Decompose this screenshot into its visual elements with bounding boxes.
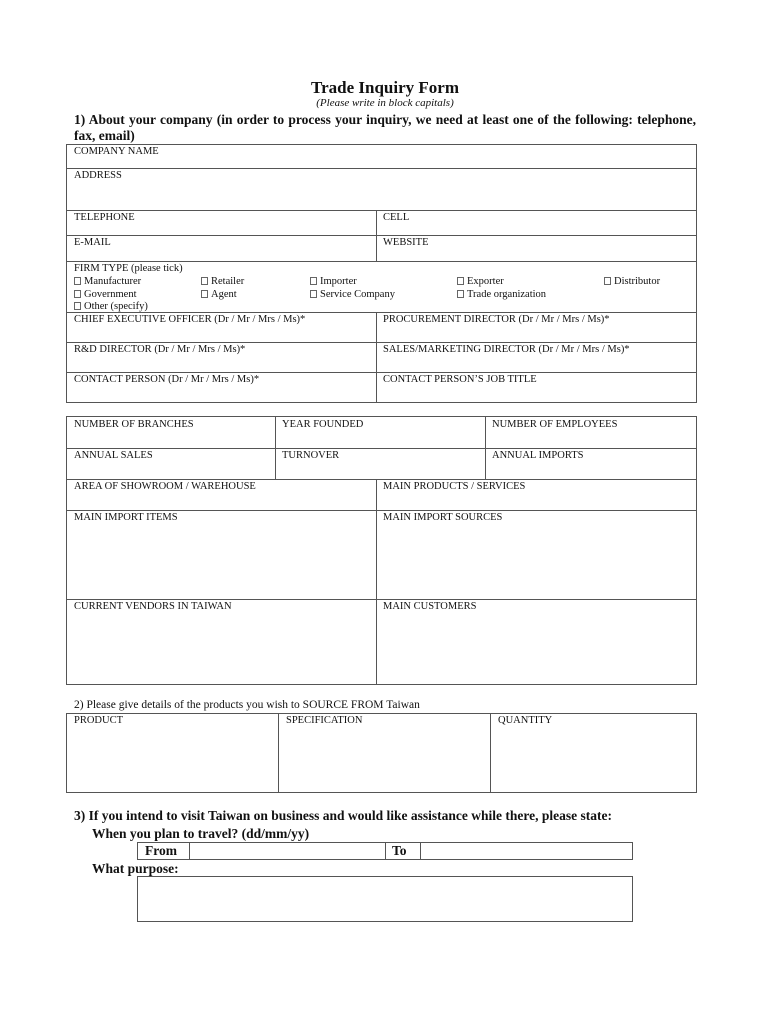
product-source-table xyxy=(66,713,697,793)
vendors-taiwan-field[interactable]: CURRENT VENDORS IN TAIWAN xyxy=(74,601,232,612)
firm-type-importer[interactable]: Importer xyxy=(310,276,357,288)
telephone-field[interactable]: TELEPHONE xyxy=(74,212,135,223)
ceo-field[interactable]: CHIEF EXECUTIVE OFFICER (Dr / Mr / Mrs / Ms)* xyxy=(74,314,306,325)
website-field[interactable]: WEBSITE xyxy=(383,237,429,248)
product-column-header[interactable]: PRODUCT xyxy=(74,715,124,726)
rnd-director-field[interactable]: R&D DIRECTOR (Dr / Mr / Mrs / Ms)* xyxy=(74,344,246,355)
from-label: From xyxy=(145,843,177,858)
branches-field[interactable]: NUMBER OF BRANCHES xyxy=(74,419,194,430)
main-products-field[interactable]: MAIN PRODUCTS / SERVICES xyxy=(383,481,526,492)
firm-type-exporter[interactable]: Exporter xyxy=(457,276,504,288)
annual-imports-field[interactable]: ANNUAL IMPORTS xyxy=(492,450,584,461)
form-title: Trade Inquiry Form xyxy=(311,78,459,97)
section3-heading: 3) If you intend to visit Taiwan on business and would like assistance while there, please state: xyxy=(74,808,612,823)
showroom-area-field[interactable]: AREA OF SHOWROOM / WAREHOUSE xyxy=(74,481,256,492)
procurement-director-field[interactable]: PROCUREMENT DIRECTOR (Dr / Mr / Mrs / Ms)* xyxy=(383,314,610,325)
checkbox-icon xyxy=(74,290,81,298)
annual-sales-field[interactable]: ANNUAL SALES xyxy=(74,450,153,461)
checkbox-icon xyxy=(201,290,208,298)
import-items-field[interactable]: MAIN IMPORT ITEMS xyxy=(74,512,178,523)
main-customers-field[interactable]: MAIN CUSTOMERS xyxy=(383,601,477,612)
sales-director-field[interactable]: SALES/MARKETING DIRECTOR (Dr / Mr / Mrs / Ms)* xyxy=(383,344,630,355)
checkbox-icon xyxy=(310,290,317,298)
checkbox-icon xyxy=(201,277,208,285)
turnover-field[interactable]: TURNOVER xyxy=(282,450,340,461)
firm-type-government[interactable]: Government xyxy=(74,289,137,301)
section2-heading: 2) Please give details of the products you wish to SOURCE FROM Taiwan xyxy=(74,699,420,711)
employees-field[interactable]: NUMBER OF EMPLOYEES xyxy=(492,419,618,430)
company-stats-table xyxy=(66,416,697,685)
to-label: To xyxy=(392,843,407,858)
form-subtitle: (Please write in block capitals) xyxy=(316,97,454,109)
firm-type-agent[interactable]: Agent xyxy=(201,289,237,301)
purpose-label: What purpose: xyxy=(92,861,179,876)
checkbox-icon xyxy=(74,302,81,310)
checkbox-icon xyxy=(310,277,317,285)
quantity-column-header[interactable]: QUANTITY xyxy=(498,715,553,726)
checkbox-icon xyxy=(457,290,464,298)
firm-type-service-company[interactable]: Service Company xyxy=(310,289,395,301)
year-founded-field[interactable]: YEAR FOUNDED xyxy=(282,419,364,430)
section1-heading: 1) About your company (in order to process your inquiry, we need at least one of the following: telephone, fax, email) xyxy=(74,112,696,143)
cell-field[interactable]: CELL xyxy=(383,212,410,223)
travel-date-question: When you plan to travel? (dd/mm/yy) xyxy=(92,826,310,841)
to-date-input[interactable] xyxy=(421,843,632,859)
firm-type-other[interactable]: Other (specify) xyxy=(74,301,148,313)
specification-column-header[interactable]: SPECIFICATION xyxy=(286,715,363,726)
address-field[interactable]: ADDRESS xyxy=(74,170,122,181)
contact-person-field[interactable]: CONTACT PERSON (Dr / Mr / Mrs / Ms)* xyxy=(74,374,260,385)
firm-type-manufacturer[interactable]: Manufacturer xyxy=(74,276,141,288)
firm-type-distributor[interactable]: Distributor xyxy=(604,276,660,288)
contact-job-title-field[interactable]: CONTACT PERSON’S JOB TITLE xyxy=(383,374,537,385)
company-name-field[interactable]: COMPANY NAME xyxy=(74,146,159,157)
checkbox-icon xyxy=(457,277,464,285)
checkbox-icon xyxy=(74,277,81,285)
email-field[interactable]: E-MAIL xyxy=(74,237,111,248)
from-date-input[interactable] xyxy=(190,843,385,859)
firm-type-trade-organization[interactable]: Trade organization xyxy=(457,289,546,301)
checkbox-icon xyxy=(604,277,611,285)
import-sources-field[interactable]: MAIN IMPORT SOURCES xyxy=(383,512,503,523)
purpose-textarea[interactable] xyxy=(137,876,633,922)
firm-type-label: FIRM TYPE (please tick) xyxy=(74,263,183,274)
firm-type-retailer[interactable]: Retailer xyxy=(201,276,244,288)
